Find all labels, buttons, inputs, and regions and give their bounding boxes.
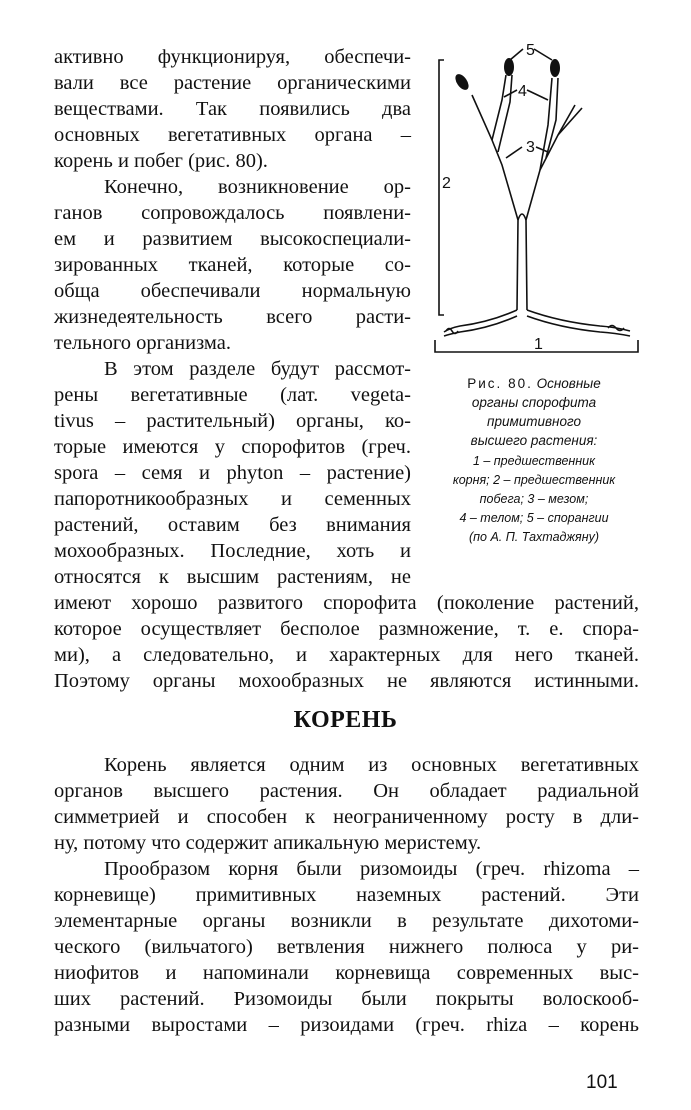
text-line: Прообразом корня были ризомоиды (греч. rhizoma – xyxy=(104,858,639,880)
text-line: Поэтому органы мохообразных не являются истинными. xyxy=(54,670,639,692)
text-line: веществами. Так появились два xyxy=(54,98,411,120)
text-line: ческого (вильчатого) ветвления нижнего полюса у ри- xyxy=(54,936,639,958)
text-line: ганов сопровождалось появлени- xyxy=(54,202,411,224)
text-line: разными выростами – ризоидами (греч. rhiza – корень xyxy=(54,1014,639,1036)
text-line: ну, потому что содержит апикальную меристему. xyxy=(54,832,482,854)
text-line: spora – семя и phyton – растение) xyxy=(54,462,411,484)
figure-label-2: 2 xyxy=(442,175,451,192)
figure-caption-line: примитивного xyxy=(487,414,581,429)
text-line: основных вегетативных органа – xyxy=(54,124,411,146)
figure-label-4: 4 xyxy=(518,83,527,100)
sporophyte-figure xyxy=(430,40,645,365)
text-line: мохообразных. Последние, хоть и xyxy=(54,540,411,562)
text-line: элементарные органы возникли в результате дихотоми- xyxy=(54,910,639,932)
text-line: растений, оставим без внимания xyxy=(54,514,411,536)
text-line: которое осуществляет бесполое размножение, т. е. спора- xyxy=(54,618,639,640)
text-line: ших растений. Ризомоиды были покрыты волоскооб- xyxy=(54,988,639,1010)
text-line: корень и побег (рис. 80). xyxy=(54,150,268,172)
text-line: ниофитов и напоминали корневища современных выс- xyxy=(54,962,639,984)
figure-caption-line: побега; 3 – мезом; xyxy=(479,492,589,506)
figure-label-5: 5 xyxy=(526,42,535,59)
page-number: 101 xyxy=(586,1072,618,1093)
figure-label-1: 1 xyxy=(534,336,543,353)
text-line: относятся к высшим растениям, не xyxy=(54,566,411,588)
text-line: зированных тканей, которые со- xyxy=(54,254,411,276)
text-line: Корень является одним из основных вегетативных xyxy=(104,754,639,776)
caption-text: Основные xyxy=(536,376,601,391)
text-line: ми), а следовательно, и характерных для него тканей. xyxy=(54,644,639,666)
figure-caption-line xyxy=(425,374,643,393)
text-line: имеют хорошо развитого спорофита (поколение растений, xyxy=(54,592,639,614)
text-line: В этом разделе будут рассмот- xyxy=(104,358,411,380)
figure-caption-line: 1 – предшественник xyxy=(472,454,596,468)
text-line: торые имеются у спорофитов (греч. xyxy=(54,436,411,458)
text-line: активно функционируя, обеспечи- xyxy=(54,46,411,68)
figure-label-3: 3 xyxy=(526,139,535,156)
text-line: корневище) примитивных наземных растений. Эти xyxy=(54,884,639,906)
figure-caption-line: (по А. П. Тахтаджяну) xyxy=(468,530,600,544)
sporangium-mark xyxy=(550,59,560,77)
sporangium-mark xyxy=(453,72,472,92)
text-line: вали все растение органическими xyxy=(54,72,411,94)
figure-caption-line: высшего растения: xyxy=(470,433,598,448)
text-line: папоротникообразных и семенных xyxy=(54,488,411,510)
text-line: тельного организма. xyxy=(54,332,231,354)
text-line: органов высшего растения. Он обладает радиальной xyxy=(54,780,639,802)
figure-caption-line: корня; 2 – предшественник xyxy=(452,473,616,487)
sporangium-mark xyxy=(504,58,514,76)
figure-caption-line: 4 – телом; 5 – спорангии xyxy=(459,511,609,525)
figure-number: Рис. 80. xyxy=(467,376,533,391)
text-line: обща обеспечивали нормальную xyxy=(54,280,411,302)
text-line: симметрией и способен к неограниченному росту в дли- xyxy=(54,806,639,828)
figure-caption-line: органы спорофита xyxy=(471,395,597,410)
section-heading: КОРЕНЬ xyxy=(293,707,398,733)
text-line: ем и развитием высокоспециали- xyxy=(54,228,411,250)
text-line: tivus – растительный) органы, ко- xyxy=(54,410,411,432)
text-line: Конечно, возникновение ор- xyxy=(104,176,411,198)
text-line: рены вегетативные (лат. vegeta- xyxy=(54,384,411,406)
text-line: жизнедеятельность всего расти- xyxy=(54,306,411,328)
